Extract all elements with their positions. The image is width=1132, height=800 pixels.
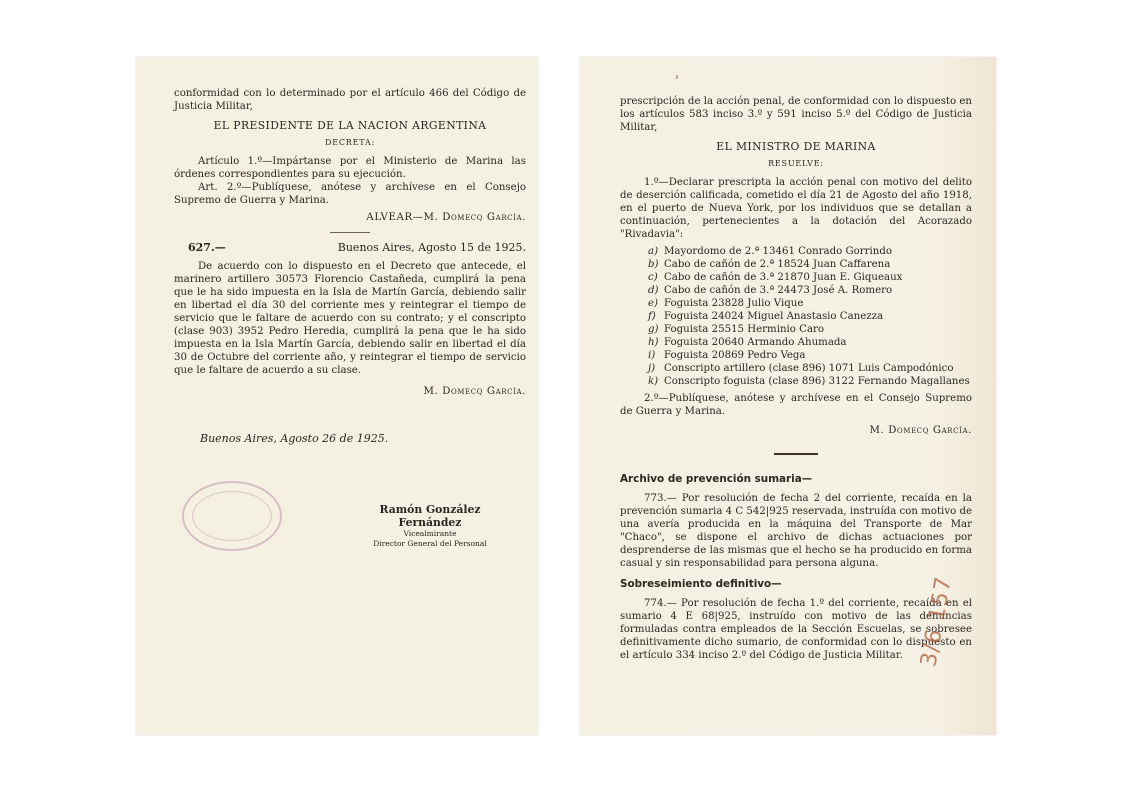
decree-date: Buenos Aires, Agosto 15 de 1925. <box>337 241 526 254</box>
article-2: Art. 2.º—Publíquese, anótese y archívese en el Consejo Supremo de Guerra y Marina. <box>174 182 526 206</box>
list-item: f) Foguista 24024 Miguel Anastasio Canezza <box>648 311 884 322</box>
decree-header <box>174 241 526 254</box>
list-item: c) Cabo de cañón de 3.ª 21870 Juan E. Giqueaux <box>648 272 903 283</box>
list-item: i) Foguista 20869 Pedro Vega <box>648 350 806 361</box>
right-page <box>580 57 996 735</box>
separator-thick <box>774 453 818 455</box>
signer-title: Director General del Personal <box>373 539 487 548</box>
signature-alvear: ALVEAR—M. Domecq García. <box>366 212 526 223</box>
signature-domecq: M. Domecq García. <box>423 386 526 397</box>
signer-block <box>350 503 510 549</box>
right-intro: prescripción de la acción penal, de conformidad con lo dispuesto en los artículos 583 inciso 3.º y 591 inciso 5.º del Código de Justicia Militar, <box>620 96 972 133</box>
left-intro: conformidad con lo determinado por el artículo 466 del Código de Justicia Militar, <box>174 88 526 112</box>
list-item: e) Foguista 23828 Julio Vique <box>648 298 804 309</box>
bottom-date: Buenos Aires, Agosto 26 de 1925. <box>200 432 389 445</box>
handwritten-page-number: 3/6 157 <box>916 574 957 669</box>
decree-number: 627.— <box>188 241 226 254</box>
separator <box>330 232 370 233</box>
official-seal-stamp <box>182 481 282 551</box>
left-page-content <box>174 87 526 445</box>
list-item: j) Conscripto artillero (clase 896) 1071 Luis Campodónico <box>648 363 954 374</box>
list-item: k) Conscripto foguista (clase 896) 3122 Fernando Magallanes <box>648 376 970 387</box>
list-item: g) Foguista 25515 Herminio Caro <box>648 324 825 335</box>
article-1: Artículo 1.º—Impártanse por el Ministerio de Marina las órdenes correspondientes para su ejecución. <box>174 156 526 180</box>
section-body-774: 774.— Por resolución de fecha 1.º del corriente, recaída en el sumario 4 E 68|925, instruído con motivo de las denuncias formuladas contra empleados de la Sección Escuelas, se sobresee definitivamente dicho sumario, de conformidad con lo dispuesto en el artículo 334 inciso 2.º del Código de Justicia Militar. <box>620 598 972 661</box>
section-title-archivo: Archivo de prevención sumaria— <box>620 473 813 485</box>
minister-heading: EL MINISTRO DE MARINA <box>716 140 876 153</box>
list-item: b) Cabo de cañón de 2.ª 18524 Juan Caffarena <box>648 259 891 270</box>
section-title-sobreseimiento: Sobreseimiento definitivo— <box>620 578 782 590</box>
resolution-article-1: 1.º—Declarar prescripta la acción penal con motivo del delito de deserción calificada, cometido el día 21 de Agosto del año 1918, en el puerto de Nueva York, por los individuos que se detallan a continuación, pertenecientes a la dotación del Acorazado "Rivadavia": <box>620 177 972 240</box>
president-heading: EL PRESIDENTE DE LA NACION ARGENTINA <box>213 119 487 132</box>
paper-mark <box>676 75 678 79</box>
signature-minister: M. Domecq García. <box>869 425 972 436</box>
section-body-773: 773.— Por resolución de fecha 2 del corriente, recaída en la prevención sumaria 4 C 542|925 reservada, instruída con motivo de una avería producida en la máquina del Transporte de Mar "Chaco", se dispone el archivo de dichas actuaciones por desprenderse de las mismas que el hecho se ha producido en forma casual y sin responsabilidad para persona alguna. <box>620 493 972 569</box>
signer-name: Ramón González Fernández <box>379 503 481 529</box>
personnel-list <box>648 245 972 388</box>
resuelve-label: RESUELVE: <box>768 159 824 168</box>
list-item: a) Mayordomo de 2.ª 13461 Conrado Gorrindo <box>648 246 892 257</box>
list-item: d) Cabo de cañón de 3.ª 24473 José A. Romero <box>648 285 893 296</box>
signer-rank: Vicealmirante <box>403 529 457 538</box>
left-page <box>136 57 538 735</box>
right-page-content <box>620 95 972 662</box>
list-item: h) Foguista 20640 Armando Ahumada <box>648 337 847 348</box>
decree-body: De acuerdo con lo dispuesto en el Decreto que antecede, el marinero artillero 30573 Florencio Castañeda, cumplirá la pena que le ha sido impuesta en la Isla de Martín García, debiendo salir en libertad el día 30 del corriente mes y reintegrar el tiempo de servicio que le faltare de acuerdo con su contrato; y el conscripto (clase 903) 3952 Pedro Heredia, cumplirá la pena que le ha sido impuesta en la Isla Martín García, debiendo salir en libertad el día 30 de Octubre del corriente año, y reintegrar el tiempo de servicio que le faltare de acuerdo a su clase. <box>174 261 526 376</box>
resolution-article-2: 2.º—Publíquese, anótese y archívese en el Consejo Supremo de Guerra y Marina. <box>620 393 972 417</box>
decreta-label: DECRETA: <box>324 138 375 147</box>
